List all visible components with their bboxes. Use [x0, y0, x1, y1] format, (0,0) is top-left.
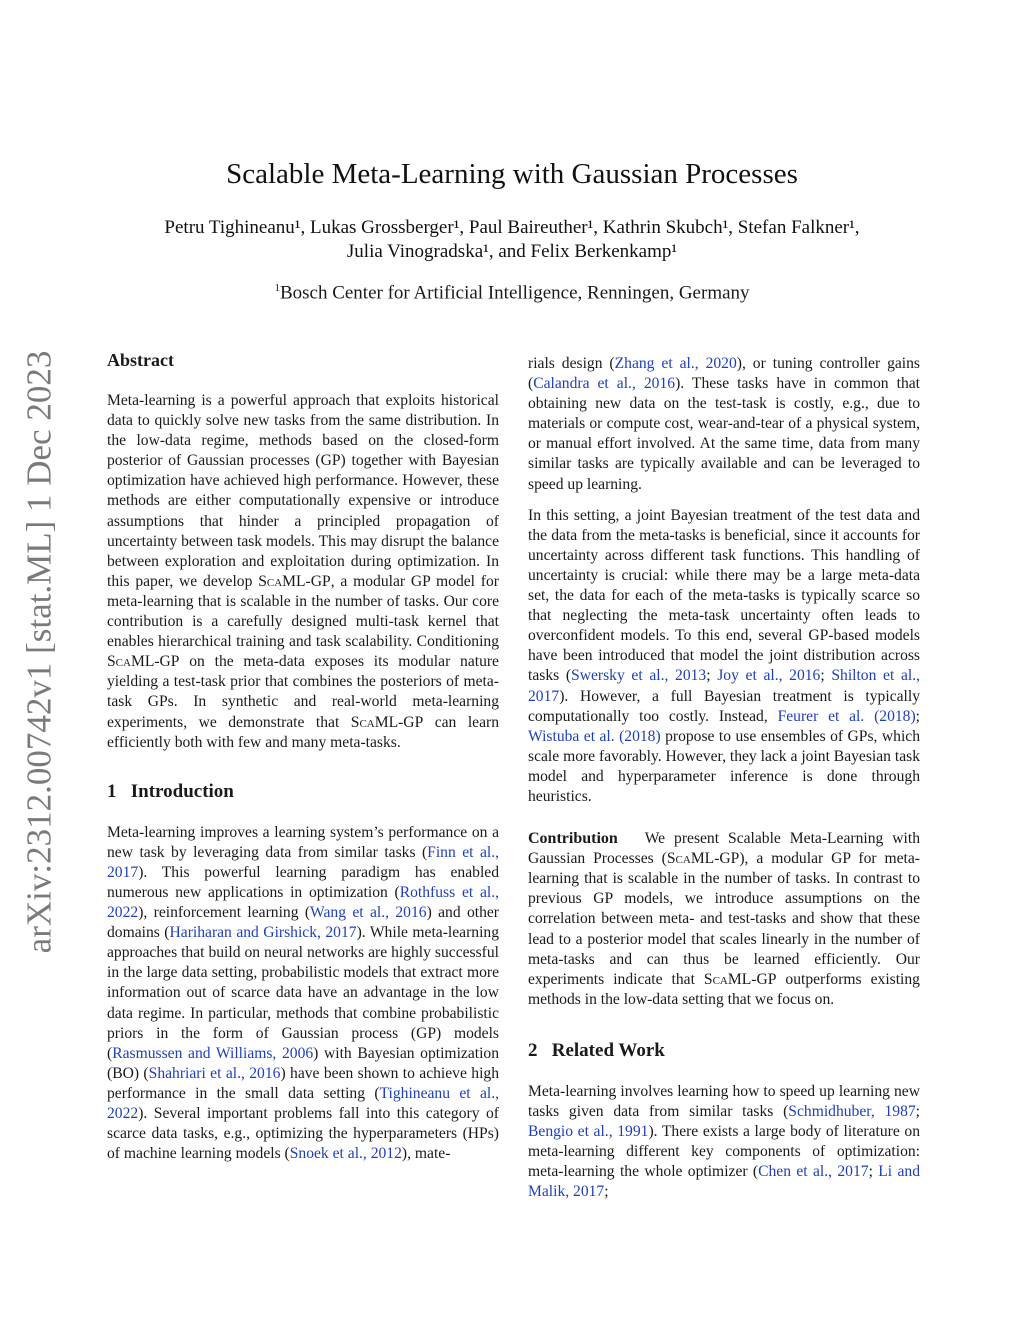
citation-link[interactable]: Wistuba et al. (2018)	[528, 727, 661, 745]
section-number: 1	[107, 780, 117, 802]
paragraph-contribution: Contribution We present Scalable Meta-Learning with Gaussian Processes (ScaML-GP), a modular GP for meta-learning that is scalable in the number of tasks. In contrast to previous GP models, we introduce assumptions on the correlation between meta- and test-tasks and show that these lead to a posterior model that scales linearly in the number of meta-tasks and can thus be learned efficiently. Our experiments indicate that ScaML-GP outperforms existing methods in the low-data setting that we focus on.	[528, 830, 921, 1008]
arxiv-stamp	[8, 352, 70, 952]
citation-link[interactable]: Joy et al., 2016	[717, 667, 821, 685]
authors-line-2: Julia Vinogradska¹, and Felix Berkenkamp¹	[346, 241, 678, 262]
citation-link[interactable]: Shilton et al., 2017	[528, 667, 921, 705]
scaml-gp-name: ScaML-GP	[703, 970, 777, 988]
section-number: 2	[528, 1039, 538, 1061]
scaml-gp-name: ScaML-GP	[350, 713, 424, 731]
citation-link[interactable]: Li and Malik, 2017	[528, 1163, 920, 1201]
citation-link[interactable]: Swersky et al., 2013	[571, 667, 707, 685]
citation-link[interactable]: Schmidhuber, 1987	[788, 1103, 916, 1120]
abstract-heading: Abstract	[107, 350, 174, 370]
affiliation-text: Bosch Center for Artificial Intelligence, Renningen, Germany	[279, 282, 750, 304]
section-heading-introduction	[107, 781, 499, 803]
citation-link[interactable]: Wang et al., 2016	[310, 904, 427, 922]
citation-link[interactable]: Tighineanu et al., 2022	[107, 1084, 499, 1122]
affiliation-mark: 1	[274, 282, 280, 294]
right-column	[528, 354, 920, 1202]
introduction-text: Meta-learning improves a learning system’s performance on a new task by leveraging data from similar tasks (Finn et al., 2017). This powerful learning paradigm has enabled numerous new applications in optimization (Rothfuss et al., 2022), reinforcement learning (Wang et al., 2016) and other domains (Hariharan and Girshick, 2017). While meta-learning approaches that build on neural networks are highly successful in the large data setting, probabilistic models that extract more information out of scarce data have an advantage in the low data regime. In particular, methods that combine probabilistic priors in the form of Gaussian process (GP) models (Rasmussen and Williams, 2006) with Bayesian optimization (BO) (Shahriari et al., 2016) have been shown to achieve high performance in the small data setting (Tighineanu et al., 2022). Several important problems fall into this category of scarce data tasks, e.g., optimizing the hyperparameters (HPs) of machine learning models (Snoek et al., 2012), mate-	[107, 823, 500, 1163]
left-column	[107, 350, 499, 1164]
arxiv-id: arXiv:2312.00742v1 [stat.ML] 1 Dec 2023	[19, 350, 58, 954]
paper-title: Scalable Meta-Learning with Gaussian Processes	[226, 158, 798, 190]
citation-link[interactable]: Rasmussen and Williams, 2006	[112, 1044, 314, 1062]
paragraph-tasks: rials design (Zhang et al., 2020), or tuning controller gains (Calandra et al., 2016). These tasks have in common that obtaining new data on the test-task is costly, e.g., due to materials or compute cost, wear-and-tear of a physical system, or manual effort involved. At the same time, data from many similar tasks are typically available and can be leveraged to speed up learning.	[528, 355, 920, 493]
contribution-label: Contribution	[528, 830, 618, 848]
citation-link[interactable]: Rothfuss et al., 2022	[107, 883, 499, 922]
section-heading-related-work	[528, 1040, 920, 1062]
citation-link[interactable]: Chen et al., 2017	[758, 1163, 869, 1181]
section-title: Related Work	[551, 1039, 665, 1061]
authors-line-1: Petru Tighineanu¹, Lukas Grossberger¹, Paul Baireuther¹, Kathrin Skubch¹, Stefan Falkner¹,	[164, 217, 860, 238]
abstract-text: Meta-learning is a powerful approach that exploits historical data to quickly solve new tasks from the same distribution. In the low-data regime, methods based on the closed-form posterior of Gaussian processes (GP) together with Bayesian optimization have achieved high performance. However, these methods are either computationally expensive or introduce assumptions that hinder a principled propagation of uncertainty between task models. This may disrupt the balance between exploration and exploitation during optimization. In this paper, we develop ScaML-GP, a modular GP model for meta-learning that is scalable in the number of tasks. Our core contribution is a carefully designed multi-task kernel that enables hierarchical training and task scalability. Conditioning ScaML-GP on the meta-data exposes its modular nature yielding a test-task prior that combines the posteriors of meta-task GPs. In synthetic and real-world meta-learning experiments, we demonstrate that ScaML-GP can learn efficiently both with few and many meta-tasks.	[107, 392, 499, 751]
citation-link[interactable]: Feurer et al. (2018)	[777, 707, 916, 725]
citation-link[interactable]: Snoek et al., 2012	[289, 1145, 402, 1163]
scaml-gp-name: ScaML-GP	[107, 653, 180, 671]
citation-link[interactable]: Hariharan and Girshick, 2017	[169, 924, 357, 942]
citation-link[interactable]: Zhang et al., 2020	[614, 355, 737, 372]
scaml-gp-name: ScaML-GP	[666, 850, 740, 868]
citation-link[interactable]: Finn et al., 2017	[107, 843, 499, 881]
citation-link[interactable]: Shahriari et al., 2016	[148, 1064, 281, 1082]
affiliation	[0, 282, 1024, 304]
scaml-gp-name: ScaML-GP	[258, 572, 331, 590]
section-title: Introduction	[130, 780, 234, 802]
paragraph-bayesian: In this setting, a joint Bayesian treatment of the test data and the data from the meta-tasks is beneficial, since it accounts for uncertainty across different task functions. This handling of uncertainty is crucial: while there may be a large meta-data set, the data for each of the meta-tasks is typically scarce so that neglecting the meta-task uncertainty often leads to overconfident models. To this end, several GP-based models have been introduced that model the joint distribution across tasks (Swersky et al., 2013; Joy et al., 2016; Shilton et al., 2017). However, a full Bayesian treatment is typically computationally too costly. Instead, Feurer et al. (2018); Wistuba et al. (2018) propose to use ensembles of GPs, which scale more favorably. However, they lack a joint Bayesian task model and hyperparameter inference is done through heuristics.	[528, 506, 921, 805]
citation-link[interactable]: Bengio et al., 1991	[528, 1123, 649, 1141]
citation-link[interactable]: Calandra et al., 2016	[533, 375, 676, 393]
related-work-text: Meta-learning involves learning how to speed up learning new tasks given data from similar tasks (Schmidhuber, 1987; Bengio et al., 1991). There exists a large body of literature on meta-learning different key components of optimization: meta-learning the whole optimizer (Chen et al., 2017; Li and Malik, 2017;	[528, 1082, 921, 1201]
